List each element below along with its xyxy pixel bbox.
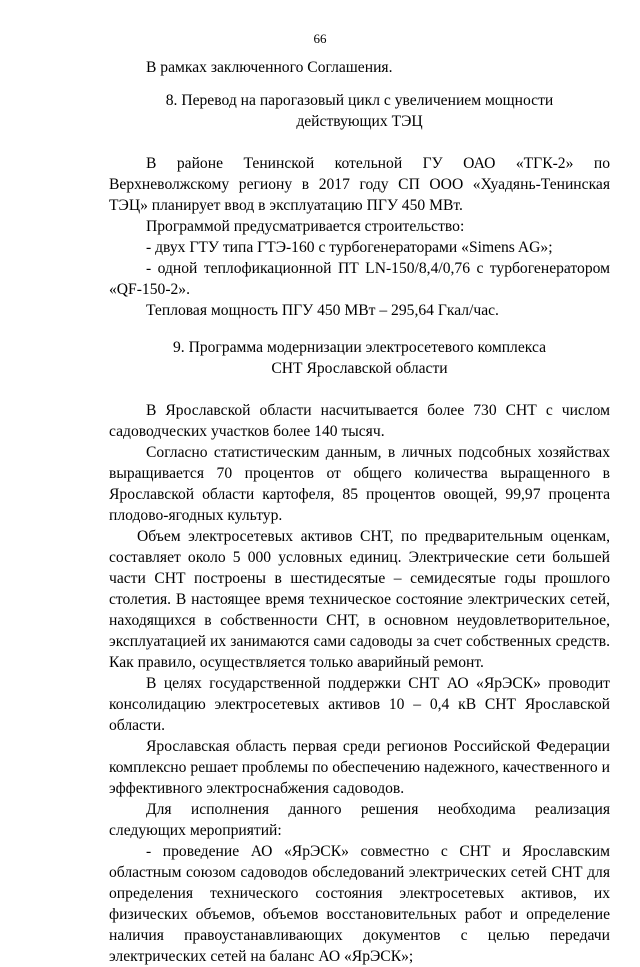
section-9-paragraph-5: Ярославская область первая среди регионов Российской Федерации комплексно решает проблемы по обеспечению надежного, качественного и эффективного электроснабжения садоводов. — [109, 738, 610, 797]
section-8-paragraph-1: В районе Тенинской котельной ГУ ОАО «ТГК-2» по Верхневолжскому региону в 2017 году СП ООО «Хуадянь-Тенинская ТЭЦ» планирует ввод в эксплуатацию ПГУ 450 МВт. — [109, 155, 610, 214]
section-8-title-line-1: 8. Перевод на парогазовый цикл с увеличением мощности — [165, 92, 554, 109]
agreement-line: В рамках заключенного Соглашения. — [146, 59, 393, 76]
section-9-title-line-2: СНТ Ярославской области — [271, 360, 448, 377]
page-number: 66 — [313, 31, 327, 46]
section-9-paragraph-1: В Ярославской области насчитывается более 730 СНТ с числом садоводческих участков более 140 тысяч. — [109, 402, 610, 440]
section-8-bullet-1: - двух ГТУ типа ГТЭ-160 с турбогенераторами «Simens AG»; — [146, 239, 553, 256]
document-body — [109, 57, 610, 967]
section-9-paragraph-2: Согласно статистическим данным, в личных подсобных хозяйствах выращивается 70 процентов от общего количества выращенного в Ярославской области картофеля, 85 процентов овощей, 99,97 процента плодово-ягодных культур. — [109, 444, 610, 524]
section-9-paragraph-3: Объем электросетевых активов СНТ, по предварительным оценкам, составляет около 5 000 условных единиц. Электрические сети большей части СНТ построены в шестидесятые – семидесятые годы прошлого столетия. В настоящее время техническое состояние электрических сетей, находящихся в собственности СНТ, в основном неудовлетворительное, эксплуатацией их занимаются сами садоводы за счет собственных средств. Как правило, осуществляется только аварийный ремонт. — [109, 528, 610, 671]
section-8-bullet-2: - одной теплофикационной ПТ LN-150/8,4/0,76 с турбогенератором «QF-150-2». — [109, 260, 610, 298]
section-9 — [109, 337, 610, 967]
section-9-paragraph-6: Для исполнения данного решения необходима реализация следующих мероприятий: — [109, 801, 610, 839]
section-9-bullet-1: - проведение АО «ЯрЭСК» совместно с СНТ и Ярославским областным союзом садоводов обследований электрических сетей СНТ для определения технического состояния электросетевых активов, их физических объемов, объемов восстановительных работ и определение наличия правоустанавливающих документов с целью передачи электрических сетей на баланс АО «ЯрЭСК»; — [109, 843, 610, 965]
section-8-paragraph-2: Программой предусматривается строительство: — [146, 218, 465, 235]
section-8-title-line-2: действующих ТЭЦ — [296, 113, 423, 130]
section-9-paragraph-4: В целях государственной поддержки СНТ АО «ЯрЭСК» проводит консолидацию электросетевых активов 10 – 0,4 кВ СНТ Ярославской области. — [109, 675, 610, 734]
section-9-title-line-1: 9. Программа модернизации электросетевого комплекса — [172, 339, 546, 356]
section-8 — [109, 90, 610, 321]
section-8-paragraph-3: Тепловая мощность ПГУ 450 МВт – 295,64 Гкал/час. — [146, 302, 499, 319]
